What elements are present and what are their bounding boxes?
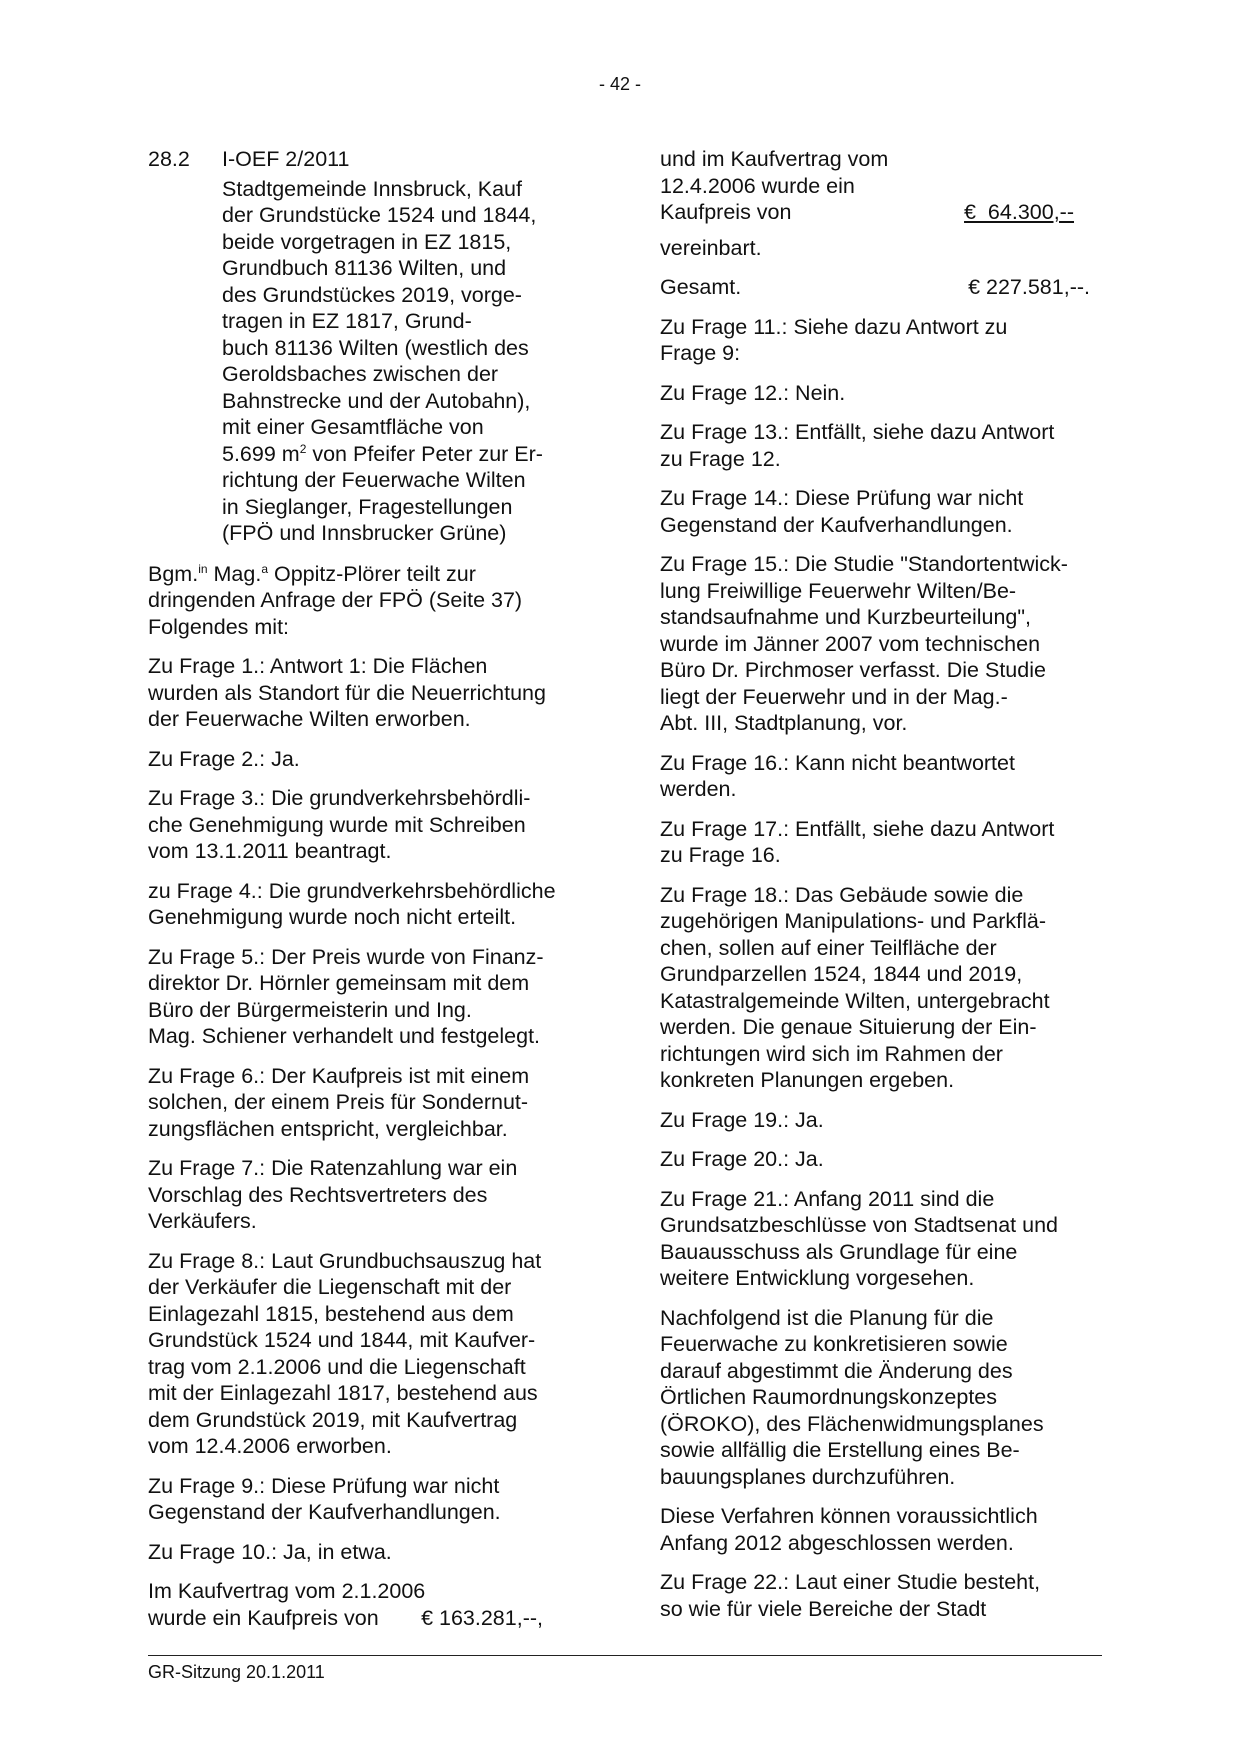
purchase-2-line: und im Kaufvertrag vom	[660, 147, 889, 171]
paragraph-line: Zu Frage 15.: Die Studie "Standortentwick-	[660, 552, 1068, 576]
agenda-title-line: Grundbuch 81136 Wilten, und	[222, 256, 507, 280]
agenda-title-line: buch 81136 Wilten (westlich des	[222, 335, 529, 360]
paragraph-line: Zu Frage 6.: Der Kaufpreis ist mit einem	[148, 1063, 530, 1088]
paragraph-line: Katastralgemeinde Wilten, untergebracht	[660, 988, 1050, 1013]
paragraph	[660, 1107, 1100, 1134]
paragraph-line: Vorschlag des Rechtsvertreters des	[148, 1182, 488, 1207]
paragraph-line: weitere Entwicklung vorgesehen.	[660, 1266, 975, 1290]
paragraph-line: Grundstück 1524 und 1844, mit Kaufver-	[148, 1328, 536, 1352]
paragraph	[660, 1146, 1100, 1173]
total-row-inner	[660, 274, 1090, 301]
total-row	[660, 274, 1100, 301]
paragraph-line: Anfang 2012 abgeschlossen werden.	[660, 1530, 1014, 1555]
paragraph	[148, 1063, 588, 1143]
paragraph-line: zu Frage 16.	[660, 843, 781, 867]
paragraph-line: Zu Frage 3.: Die grundverkehrsbehördli-	[148, 786, 531, 810]
paragraph-line: Büro Dr. Pirchmoser verfasst. Die Studie	[660, 658, 1046, 682]
agenda-title-line: (FPÖ und Innsbrucker Grüne)	[222, 521, 507, 545]
paragraph	[660, 1569, 1100, 1622]
paragraph-line: Zu Frage 12.: Nein.	[660, 380, 846, 405]
paragraph-line: Frage 9:	[660, 341, 741, 365]
paragraph-line: wurde im Jänner 2007 vom technischen	[660, 631, 1041, 656]
paragraph-line: Zu Frage 2.: Ja.	[148, 746, 300, 771]
paragraph-line: Einlagezahl 1815, bestehend aus dem	[148, 1301, 514, 1326]
paragraph-line: Diese Verfahren können voraussichtlich	[660, 1504, 1038, 1528]
paragraph-line: dem Grundstück 2019, mit Kaufvertrag	[148, 1407, 518, 1432]
paragraph-line: Bauausschuss als Grundlage für eine	[660, 1239, 1018, 1264]
paragraph-line: Gegenstand der Kaufverhandlungen.	[660, 512, 1013, 537]
paragraph	[660, 1305, 1100, 1491]
paragraph-line: Zu Frage 17.: Entfällt, siehe dazu Antwort	[660, 816, 1055, 841]
right-column	[660, 146, 1100, 1635]
intro-rest: Oppitz-Plörer teilt zur	[268, 561, 476, 586]
right-paragraphs	[660, 314, 1100, 1623]
paragraph	[148, 1248, 588, 1460]
paragraph-line: konkreten Planungen ergeben.	[660, 1068, 955, 1092]
paragraph-line: zu Frage 12.	[660, 446, 781, 471]
paragraph-line: Zu Frage 9.: Diese Prüfung war nicht	[148, 1473, 500, 1498]
page-number: - 42 -	[598, 74, 641, 94]
purchase-2-line: 12.4.2006 wurde ein	[660, 173, 855, 198]
total-amount: € 227.581,--.	[968, 275, 1090, 299]
paragraph-line: Zu Frage 19.: Ja.	[660, 1107, 824, 1132]
paragraph-line: sowie allfällig die Erstellung eines Be-	[660, 1438, 1020, 1462]
paragraph	[660, 1503, 1100, 1556]
paragraph-line: Zu Frage 13.: Entfällt, siehe dazu Antwort	[660, 420, 1055, 444]
paragraph-line: Nachfolgend ist die Planung für die	[660, 1305, 994, 1330]
paragraph	[148, 653, 588, 733]
total-label: Gesamt.	[660, 275, 742, 299]
paragraph-line: chen, sollen auf einer Teilfläche der	[660, 935, 997, 960]
agenda-title-line: der Grundstücke 1524 und 1844,	[222, 203, 537, 227]
paragraph-line: werden.	[660, 777, 737, 801]
paragraph-line: che Genehmigung wurde mit Schreiben	[148, 812, 526, 837]
purchase-1-price-row	[148, 1605, 543, 1632]
paragraph-line: standsaufnahme und Kurzbeurteilung",	[660, 605, 1031, 629]
paragraph-line: Büro der Bürgermeisterin und Ing.	[148, 997, 472, 1022]
agenda-title-line: Geroldsbaches zwischen der	[222, 362, 499, 386]
left-column	[148, 146, 588, 1644]
paragraph-line: richtungen wird sich im Rahmen der	[660, 1041, 1003, 1066]
paragraph	[660, 750, 1100, 803]
paragraph-line: Zu Frage 18.: Das Gebäude sowie die	[660, 882, 1024, 907]
purchase-2	[660, 146, 1100, 226]
agenda-heading	[148, 146, 588, 173]
paragraph-line: der Feuerwache Wilten erworben.	[148, 707, 471, 731]
paragraph-line: der Verkäufer die Liegenschaft mit der	[148, 1275, 512, 1299]
paragraph-line: zungsflächen entspricht, vergleichbar.	[148, 1116, 508, 1141]
intro-mag: Mag.	[207, 561, 262, 586]
paragraph-line: Zu Frage 1.: Antwort 1: Die Flächen	[148, 654, 488, 678]
paragraph-line: zugehörigen Manipulations- und Parkflä-	[660, 909, 1047, 933]
paragraph-line: trag vom 2.1.2006 und die Liegenschaft	[148, 1354, 526, 1379]
footer-divider	[148, 1655, 1102, 1656]
paragraph-line: Zu Frage 11.: Siehe dazu Antwort zu	[660, 314, 1008, 339]
purchase-1-label: wurde ein Kaufpreis von	[148, 1605, 379, 1630]
paragraph-line: werden. Die genaue Situierung der Ein-	[660, 1015, 1037, 1039]
paragraph	[660, 816, 1100, 869]
paragraph-line: Zu Frage 22.: Laut einer Studie besteht,	[660, 1570, 1041, 1594]
agenda-title-line: in Sieglanger, Fragestellungen	[222, 494, 513, 519]
purchase-2-amount: € 64.300,--	[964, 200, 1074, 224]
paragraph-line: Grundsatzbeschlüsse von Stadtsenat und	[660, 1213, 1059, 1237]
paragraph-line: Mag. Schiener verhandelt und festgelegt.	[148, 1024, 541, 1048]
paragraph-line: Abt. III, Stadtplanung, vor.	[660, 711, 908, 735]
agenda-title-line: des Grundstückes 2019, vorge-	[222, 282, 522, 307]
intro-bgm: Bgm.	[148, 561, 199, 586]
paragraph-line: so wie für viele Bereiche der Stadt	[660, 1596, 987, 1621]
intro-first-line	[148, 561, 588, 588]
paragraph-line: vom 13.1.2011 beantragt.	[148, 839, 392, 863]
agenda-title-line: richtung der Feuerwache Wilten	[222, 468, 526, 492]
paragraph-line: Gegenstand der Kaufverhandlungen.	[148, 1500, 501, 1524]
paragraph	[660, 1186, 1100, 1292]
agenda-title-line: mit einer Gesamtfläche von	[222, 415, 484, 439]
paragraph	[148, 1539, 588, 1566]
area-superscript: 2	[299, 441, 307, 456]
paragraph-line: vom 12.4.2006 erworben.	[148, 1434, 392, 1458]
area-rest: von Pfeifer Peter zur Er-	[306, 441, 543, 466]
paragraph	[660, 551, 1100, 737]
paragraph	[660, 485, 1100, 538]
footer-text: GR-Sitzung 20.1.2011	[148, 1662, 325, 1682]
paragraph-line: Zu Frage 10.: Ja, in etwa.	[148, 1539, 392, 1564]
paragraph	[148, 878, 588, 931]
paragraph-line: Zu Frage 7.: Die Ratenzahlung war ein	[148, 1156, 518, 1180]
purchase-2-price-row	[660, 199, 1074, 226]
paragraph-line: zu Frage 4.: Die grundverkehrsbehördliche	[148, 878, 556, 903]
paragraph-line: wurden als Standort für die Neuerrichtung	[148, 680, 546, 705]
paragraph	[148, 746, 588, 773]
area-value: 5.699 m	[222, 441, 300, 466]
agenda-title	[222, 176, 588, 547]
paragraph-line: Zu Frage 5.: Der Preis wurde von Finanz-	[148, 944, 544, 969]
paragraph-line: Zu Frage 16.: Kann nicht beantwortet	[660, 750, 1015, 775]
paragraph-line: Feuerwache zu konkretisieren sowie	[660, 1332, 1008, 1356]
paragraph-line: solchen, der einem Preis für Sondernut-	[148, 1090, 529, 1114]
agenda-title-line: Stadtgemeinde Innsbruck, Kauf	[222, 176, 522, 201]
paragraph	[660, 419, 1100, 472]
paragraph-line: Örtlichen Raumordnungskonzeptes	[660, 1385, 998, 1409]
purchase-1-amount: € 163.281,--,	[421, 1605, 543, 1630]
purchase-1-line: Im Kaufvertrag vom 2.1.2006	[148, 1579, 426, 1603]
agenda-title-line: Bahnstrecke und der Autobahn),	[222, 388, 531, 413]
paragraph-line: Zu Frage 20.: Ja.	[660, 1147, 824, 1171]
agenda-area-line	[222, 441, 588, 468]
paragraph	[148, 1473, 588, 1526]
paragraph-line: direktor Dr. Hörnler gemeinsam mit dem	[148, 971, 530, 995]
paragraph-line: Zu Frage 21.: Anfang 2011 sind die	[660, 1186, 995, 1211]
paragraph	[148, 944, 588, 1050]
agenda-title-line: beide vorgetragen in EZ 1815,	[222, 229, 512, 254]
paragraph-line: Genehmigung wurde noch nicht erteilt.	[148, 905, 517, 929]
agenda-code: I-OEF 2/2011	[222, 147, 350, 171]
agenda-number: 28.2	[148, 147, 190, 171]
paragraph-line: Grundparzellen 1524, 1844 und 2019,	[660, 962, 1023, 986]
paragraph	[148, 785, 588, 865]
purchase-2-label: Kaufpreis von	[660, 200, 792, 224]
intro-line: Folgendes mit:	[148, 614, 290, 639]
paragraph	[660, 380, 1100, 407]
paragraph-line: (ÖROKO), des Flächenwidmungsplanes	[660, 1411, 1044, 1436]
paragraph-line: liegt der Feuerwehr und in der Mag.-	[660, 684, 1008, 709]
paragraph-line: bauungsplanes durchzuführen.	[660, 1464, 956, 1489]
purchase-1	[148, 1578, 588, 1631]
intro-mag-sup: a	[261, 561, 268, 576]
paragraph-line: Zu Frage 8.: Laut Grundbuchsauszug hat	[148, 1248, 542, 1273]
agenda-title-line: tragen in EZ 1817, Grund-	[222, 309, 472, 333]
intro-paragraph	[148, 561, 588, 641]
paragraph	[148, 1155, 588, 1235]
paragraph-line: mit der Einlagezahl 1817, bestehend aus	[148, 1381, 538, 1405]
paragraph	[660, 882, 1100, 1094]
intro-line: dringenden Anfrage der FPÖ (Seite 37)	[148, 588, 523, 612]
paragraph-line: Zu Frage 14.: Diese Prüfung war nicht	[660, 486, 1024, 510]
intro-bgm-sup: in	[198, 561, 208, 576]
paragraph-line: darauf abgestimmt die Änderung des	[660, 1358, 1013, 1383]
left-paragraphs	[148, 653, 588, 1565]
purchase-2-after: vereinbart.	[660, 235, 762, 260]
purchase-2-agreed	[660, 235, 1100, 262]
paragraph-line: lung Freiwillige Feuerwehr Wilten/Be-	[660, 578, 1017, 603]
paragraph	[660, 314, 1100, 367]
paragraph-line: Verkäufers.	[148, 1209, 257, 1233]
